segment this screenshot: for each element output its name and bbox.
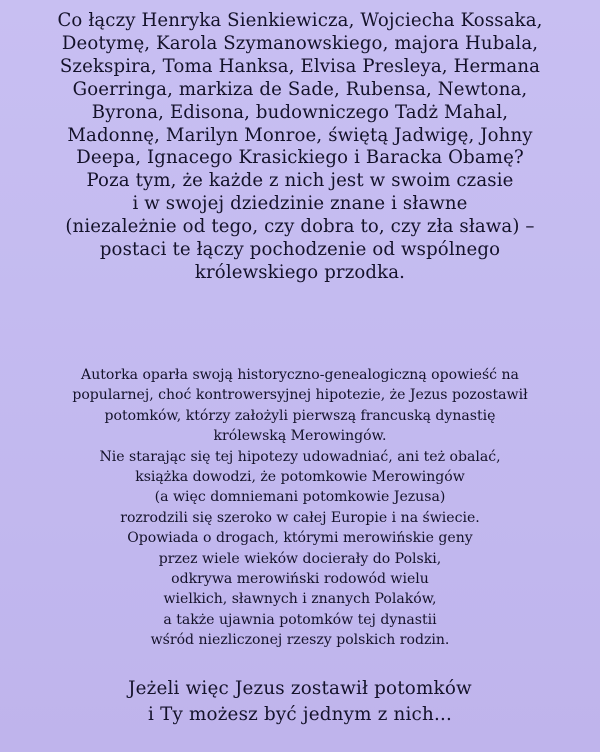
text-line: odkrywa merowiński rodowód wielu (171, 571, 429, 588)
description-paragraph (0, 365, 600, 651)
text-line: potomków, którzy założyli pierwszą francuską dynastię (104, 407, 496, 424)
text-line: wśród niezliczonej rzeszy polskich rodzin. (150, 632, 450, 649)
text-line: Madonnę, Marilyn Monroe, świętą Jadwigę, Johny (67, 124, 533, 146)
text-line: a także ujawnia potomków tej dynastii (163, 611, 437, 628)
text-line: Goerringa, markiza de Sade, Rubensa, Newtona, (72, 78, 528, 100)
text-line: wielkich, sławnych i znanych Polaków, (163, 591, 437, 608)
text-line: popularnej, choć kontrowersyjnej hipotezie, że Jezus pozostawił (72, 387, 528, 404)
text-line: Szekspira, Toma Hanksa, Elvisa Presleya, Hermana (59, 55, 541, 77)
text-line: Co łączy Henryka Sienkiewicza, Wojciecha Kossaka, (57, 10, 543, 31)
text-line: Deotymę, Karola Szymanowskiego, majora Hubala, (61, 32, 539, 54)
text-line: Opowiada o drogach, którymi merowińskie geny (127, 530, 473, 547)
text-line: Jeżeli więc Jezus zostawił potomków (128, 678, 472, 699)
text-line: królewską Merowingów. (213, 428, 387, 445)
intro-paragraph (0, 10, 600, 285)
text-line: postaci te łączy pochodzenie od wspólnego (99, 239, 501, 261)
text-line: i Ty możesz być jednym z nich... (148, 704, 452, 725)
closing-paragraph (0, 676, 600, 728)
text-line: rozrodzili się szeroko w całej Europie i na świecie. (120, 509, 480, 526)
text-line: i w swojej dziedzinie znane i sławne (132, 193, 468, 215)
text-line: królewskiego przodka. (194, 261, 406, 283)
text-line: Autorka oparła swoją historyczno-genealogiczną opowieść na (81, 367, 519, 383)
text-line: Deepa, Ignacego Krasickiego i Baracka Obamę? (76, 147, 524, 169)
text-line: Byrona, Edisona, budowniczego Tadż Mahal, (91, 101, 509, 123)
text-line: przez wiele wieków docierały do Polski, (158, 550, 442, 567)
text-line: Poza tym, że każde z nich jest w swoim czasie (86, 170, 514, 192)
text-line: (niezależnie od tego, czy dobra to, czy zła sława) – (65, 216, 535, 238)
text-line: Nie starając się tej hipotezy udowadniać, ani też obalać, (99, 448, 501, 465)
text-line: (a więc domniemani potomkowie Jezusa) (154, 489, 446, 506)
text-line: książka dowodzi, że potomkowie Merowingów (135, 469, 465, 486)
